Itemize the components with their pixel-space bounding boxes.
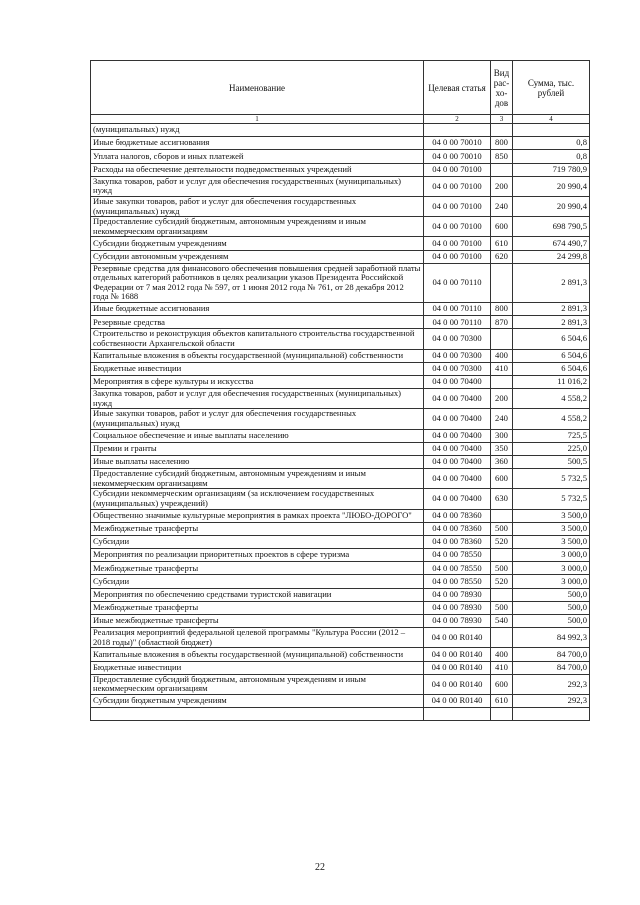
- cell-code: 04 0 00 70010: [424, 137, 491, 150]
- cell-type: 870: [491, 316, 513, 329]
- cell-name: (муниципальных) нужд: [91, 124, 424, 137]
- cell-sum: [513, 708, 590, 721]
- cell-sum: 84 700,0: [513, 661, 590, 674]
- cell-type: 600: [491, 469, 513, 489]
- cell-type: [491, 376, 513, 389]
- cell-name: Социальное обеспечение и иные выплаты населению: [91, 429, 424, 442]
- cell-sum: 719 780,9: [513, 163, 590, 176]
- cell-type: 800: [491, 303, 513, 316]
- cell-sum: 6 504,6: [513, 362, 590, 375]
- cell-type: 410: [491, 661, 513, 674]
- cell-type: 300: [491, 429, 513, 442]
- cell-name: Бюджетные инвестиции: [91, 362, 424, 375]
- cell-type: 850: [491, 150, 513, 163]
- cell-sum: [513, 124, 590, 137]
- table-row: [91, 150, 590, 163]
- cell-sum: 4 558,2: [513, 389, 590, 409]
- table-row: [91, 263, 590, 302]
- cell-sum: 5 732,5: [513, 489, 590, 509]
- cell-code: 04 0 00 78930: [424, 588, 491, 601]
- cell-code: 04 0 00 70110: [424, 303, 491, 316]
- cell-sum: 3 500,0: [513, 509, 590, 522]
- cell-code: 04 0 00 70400: [424, 389, 491, 409]
- cell-sum: 674 490,7: [513, 237, 590, 250]
- cell-name: Иные бюджетные ассигнования: [91, 137, 424, 150]
- cell-sum: 292,3: [513, 694, 590, 707]
- table-row: [91, 442, 590, 455]
- table-row: [91, 648, 590, 661]
- cell-type: 610: [491, 694, 513, 707]
- table-row: [91, 389, 590, 409]
- table-row: [91, 217, 590, 237]
- cell-code: 04 0 00 R0140: [424, 694, 491, 707]
- cell-sum: 6 504,6: [513, 349, 590, 362]
- cell-code: 04 0 00 R0140: [424, 648, 491, 661]
- header-sum: Сумма, тыс. рублей: [513, 61, 590, 115]
- cell-name: Субсидии: [91, 575, 424, 588]
- cell-sum: 20 990,4: [513, 196, 590, 216]
- column-number: 1: [91, 115, 424, 124]
- cell-code: [424, 708, 491, 721]
- cell-type: [491, 509, 513, 522]
- cell-name: Межбюджетные трансферты: [91, 522, 424, 535]
- cell-sum: 84 992,3: [513, 628, 590, 648]
- table-row: [91, 303, 590, 316]
- table-row: [91, 694, 590, 707]
- cell-sum: 3 000,0: [513, 549, 590, 562]
- cell-type: 500: [491, 522, 513, 535]
- cell-name: Реализация мероприятий федеральной целевой программы "Культура России (2012 – 2018 годы)" (областной бюджет): [91, 628, 424, 648]
- table-row: [91, 469, 590, 489]
- cell-sum: 20 990,4: [513, 176, 590, 196]
- cell-type: [491, 708, 513, 721]
- cell-code: 04 0 00 78930: [424, 601, 491, 614]
- cell-code: 04 0 00 78360: [424, 509, 491, 522]
- cell-type: 240: [491, 409, 513, 429]
- cell-name: Иные бюджетные ассигнования: [91, 303, 424, 316]
- cell-sum: 225,0: [513, 442, 590, 455]
- cell-type: 360: [491, 455, 513, 468]
- cell-name: Субсидии бюджетным учреждениям: [91, 694, 424, 707]
- cell-type: [491, 588, 513, 601]
- cell-type: 630: [491, 489, 513, 509]
- cell-sum: 292,3: [513, 674, 590, 694]
- table-row: [91, 137, 590, 150]
- cell-code: 04 0 00 R0140: [424, 628, 491, 648]
- cell-sum: 3 000,0: [513, 575, 590, 588]
- cell-name: Иные закупки товаров, работ и услуг для обеспечения государственных (муниципальных) нужд: [91, 196, 424, 216]
- cell-sum: 2 891,3: [513, 263, 590, 302]
- table-row: [91, 329, 590, 349]
- cell-name: Бюджетные инвестиции: [91, 661, 424, 674]
- cell-name: Уплата налогов, сборов и иных платежей: [91, 150, 424, 163]
- cell-type: 200: [491, 176, 513, 196]
- cell-sum: 500,0: [513, 588, 590, 601]
- cell-sum: 6 504,6: [513, 329, 590, 349]
- cell-type: 600: [491, 674, 513, 694]
- cell-code: 04 0 00 78360: [424, 535, 491, 548]
- table-row: [91, 489, 590, 509]
- table-row: [91, 409, 590, 429]
- cell-sum: 3 500,0: [513, 522, 590, 535]
- cell-code: 04 0 00 70400: [424, 429, 491, 442]
- cell-type: 240: [491, 196, 513, 216]
- cell-code: 04 0 00 70100: [424, 196, 491, 216]
- cell-sum: 0,8: [513, 150, 590, 163]
- table-row: [91, 708, 590, 721]
- cell-name: Субсидии: [91, 535, 424, 548]
- column-number: 2: [424, 115, 491, 124]
- cell-type: [491, 549, 513, 562]
- cell-name: Предоставление субсидий бюджетным, автономным учреждениям и иным некоммерческим организациям: [91, 674, 424, 694]
- cell-code: 04 0 00 70400: [424, 409, 491, 429]
- table-row: [91, 455, 590, 468]
- cell-code: 04 0 00 70300: [424, 329, 491, 349]
- table-row: [91, 349, 590, 362]
- cell-name: Субсидии некоммерческим организациям (за исключением государственных (муниципальных) учреждений): [91, 489, 424, 509]
- cell-sum: 3 000,0: [513, 562, 590, 575]
- cell-sum: 698 790,5: [513, 217, 590, 237]
- table-row: [91, 615, 590, 628]
- table-row: [91, 522, 590, 535]
- cell-type: 600: [491, 217, 513, 237]
- cell-name: Резервные средства для финансового обеспечения повышения средней заработной платы отдельных категорий работников в целях реализации указов Президента Российской Федерации от 7 мая 2012 года № 597, от 1 июня 2012 года № 761, от 28 декабря 2012 года № 1688: [91, 263, 424, 302]
- table-row: [91, 316, 590, 329]
- header-name: Наименование: [91, 61, 424, 115]
- cell-name: Закупка товаров, работ и услуг для обеспечения государственных (муниципальных) нужд: [91, 176, 424, 196]
- cell-type: 540: [491, 615, 513, 628]
- cell-name: Межбюджетные трансферты: [91, 562, 424, 575]
- cell-code: 04 0 00 70400: [424, 442, 491, 455]
- table-row: [91, 628, 590, 648]
- cell-code: 04 0 00 R0140: [424, 674, 491, 694]
- cell-name: Резервные средства: [91, 316, 424, 329]
- cell-type: 350: [491, 442, 513, 455]
- cell-name: Межбюджетные трансферты: [91, 601, 424, 614]
- table-header-row: [91, 61, 590, 115]
- cell-type: 520: [491, 575, 513, 588]
- cell-sum: 500,0: [513, 601, 590, 614]
- cell-code: 04 0 00 70100: [424, 217, 491, 237]
- budget-table: [90, 60, 590, 721]
- cell-type: 520: [491, 535, 513, 548]
- cell-code: 04 0 00 70100: [424, 237, 491, 250]
- cell-code: 04 0 00 70100: [424, 163, 491, 176]
- cell-sum: 2 891,3: [513, 316, 590, 329]
- cell-sum: 725,5: [513, 429, 590, 442]
- cell-name: Капитальные вложения в объекты государственной (муниципальной) собственности: [91, 648, 424, 661]
- cell-name: Общественно значимые культурные мероприятия в рамках проекта "ЛЮБО-ДОРОГО": [91, 509, 424, 522]
- cell-code: 04 0 00 78550: [424, 575, 491, 588]
- cell-type: 400: [491, 648, 513, 661]
- table-row: [91, 549, 590, 562]
- cell-type: 410: [491, 362, 513, 375]
- cell-type: 800: [491, 137, 513, 150]
- table-row: [91, 601, 590, 614]
- cell-name: Предоставление субсидий бюджетным, автономным учреждениям и иным некоммерческим организациям: [91, 469, 424, 489]
- cell-code: 04 0 00 70110: [424, 263, 491, 302]
- cell-type: 610: [491, 237, 513, 250]
- cell-code: 04 0 00 70400: [424, 469, 491, 489]
- cell-sum: 5 732,5: [513, 469, 590, 489]
- table-row: [91, 250, 590, 263]
- cell-name: Субсидии автономным учреждениям: [91, 250, 424, 263]
- table-row: [91, 562, 590, 575]
- cell-type: [491, 163, 513, 176]
- table-row: [91, 196, 590, 216]
- table-row: [91, 176, 590, 196]
- cell-type: 500: [491, 562, 513, 575]
- cell-sum: 24 299,8: [513, 250, 590, 263]
- cell-code: 04 0 00 70010: [424, 150, 491, 163]
- cell-name: Закупка товаров, работ и услуг для обеспечения государственных (муниципальных) нужд: [91, 389, 424, 409]
- cell-type: [491, 263, 513, 302]
- cell-code: [424, 124, 491, 137]
- cell-type: 200: [491, 389, 513, 409]
- cell-sum: 84 700,0: [513, 648, 590, 661]
- table-row: [91, 429, 590, 442]
- cell-name: Капитальные вложения в объекты государственной (муниципальной) собственности: [91, 349, 424, 362]
- table-row: [91, 237, 590, 250]
- header-code: Целевая статья: [424, 61, 491, 115]
- table-row: [91, 661, 590, 674]
- cell-name: Иные выплаты населению: [91, 455, 424, 468]
- cell-name: Мероприятия в сфере культуры и искусства: [91, 376, 424, 389]
- cell-name: Мероприятия по обеспечению средствами туристской навигации: [91, 588, 424, 601]
- cell-name: Расходы на обеспечение деятельности подведомственных учреждений: [91, 163, 424, 176]
- cell-type: 620: [491, 250, 513, 263]
- cell-type: 500: [491, 601, 513, 614]
- cell-sum: 3 500,0: [513, 535, 590, 548]
- cell-sum: 500,0: [513, 615, 590, 628]
- column-number-row: [91, 115, 590, 124]
- cell-code: 04 0 00 78360: [424, 522, 491, 535]
- cell-name: Предоставление субсидий бюджетным, автономным учреждениям и иным некоммерческим организациям: [91, 217, 424, 237]
- cell-name: Строительство и реконструкция объектов капитального строительства государственной собственности Архангельской области: [91, 329, 424, 349]
- cell-type: [491, 628, 513, 648]
- cell-name: Субсидии бюджетным учреждениям: [91, 237, 424, 250]
- cell-name: [91, 708, 424, 721]
- cell-code: 04 0 00 70110: [424, 316, 491, 329]
- cell-type: [491, 124, 513, 137]
- cell-code: 04 0 00 78550: [424, 562, 491, 575]
- cell-sum: 11 016,2: [513, 376, 590, 389]
- cell-name: Иные закупки товаров, работ и услуг для обеспечения государственных (муниципальных) нужд: [91, 409, 424, 429]
- table-row: [91, 509, 590, 522]
- table-row: [91, 535, 590, 548]
- table-row: [91, 575, 590, 588]
- cell-code: 04 0 00 78550: [424, 549, 491, 562]
- table-row: [91, 376, 590, 389]
- cell-code: 04 0 00 78930: [424, 615, 491, 628]
- cell-type: 400: [491, 349, 513, 362]
- header-type: Вид рас-хо-дов: [491, 61, 513, 115]
- table-row: [91, 588, 590, 601]
- cell-code: 04 0 00 70300: [424, 349, 491, 362]
- cell-name: Премии и гранты: [91, 442, 424, 455]
- cell-code: 04 0 00 70300: [424, 362, 491, 375]
- cell-sum: 4 558,2: [513, 409, 590, 429]
- cell-type: [491, 329, 513, 349]
- cell-code: 04 0 00 R0140: [424, 661, 491, 674]
- cell-sum: 2 891,3: [513, 303, 590, 316]
- table-row: [91, 674, 590, 694]
- cell-name: Мероприятия по реализации приоритетных проектов в сфере туризма: [91, 549, 424, 562]
- cell-sum: 0,8: [513, 137, 590, 150]
- cell-sum: 500,5: [513, 455, 590, 468]
- table-row: [91, 163, 590, 176]
- cell-code: 04 0 00 70400: [424, 489, 491, 509]
- cell-code: 04 0 00 70100: [424, 250, 491, 263]
- cell-code: 04 0 00 70400: [424, 455, 491, 468]
- page-number: 22: [315, 862, 325, 873]
- column-number: 3: [491, 115, 513, 124]
- cell-name: Иные межбюджетные трансферты: [91, 615, 424, 628]
- table-row: [91, 124, 590, 137]
- cell-code: 04 0 00 70400: [424, 376, 491, 389]
- table-body: [91, 124, 590, 721]
- column-number: 4: [513, 115, 590, 124]
- table-row: [91, 362, 590, 375]
- cell-code: 04 0 00 70100: [424, 176, 491, 196]
